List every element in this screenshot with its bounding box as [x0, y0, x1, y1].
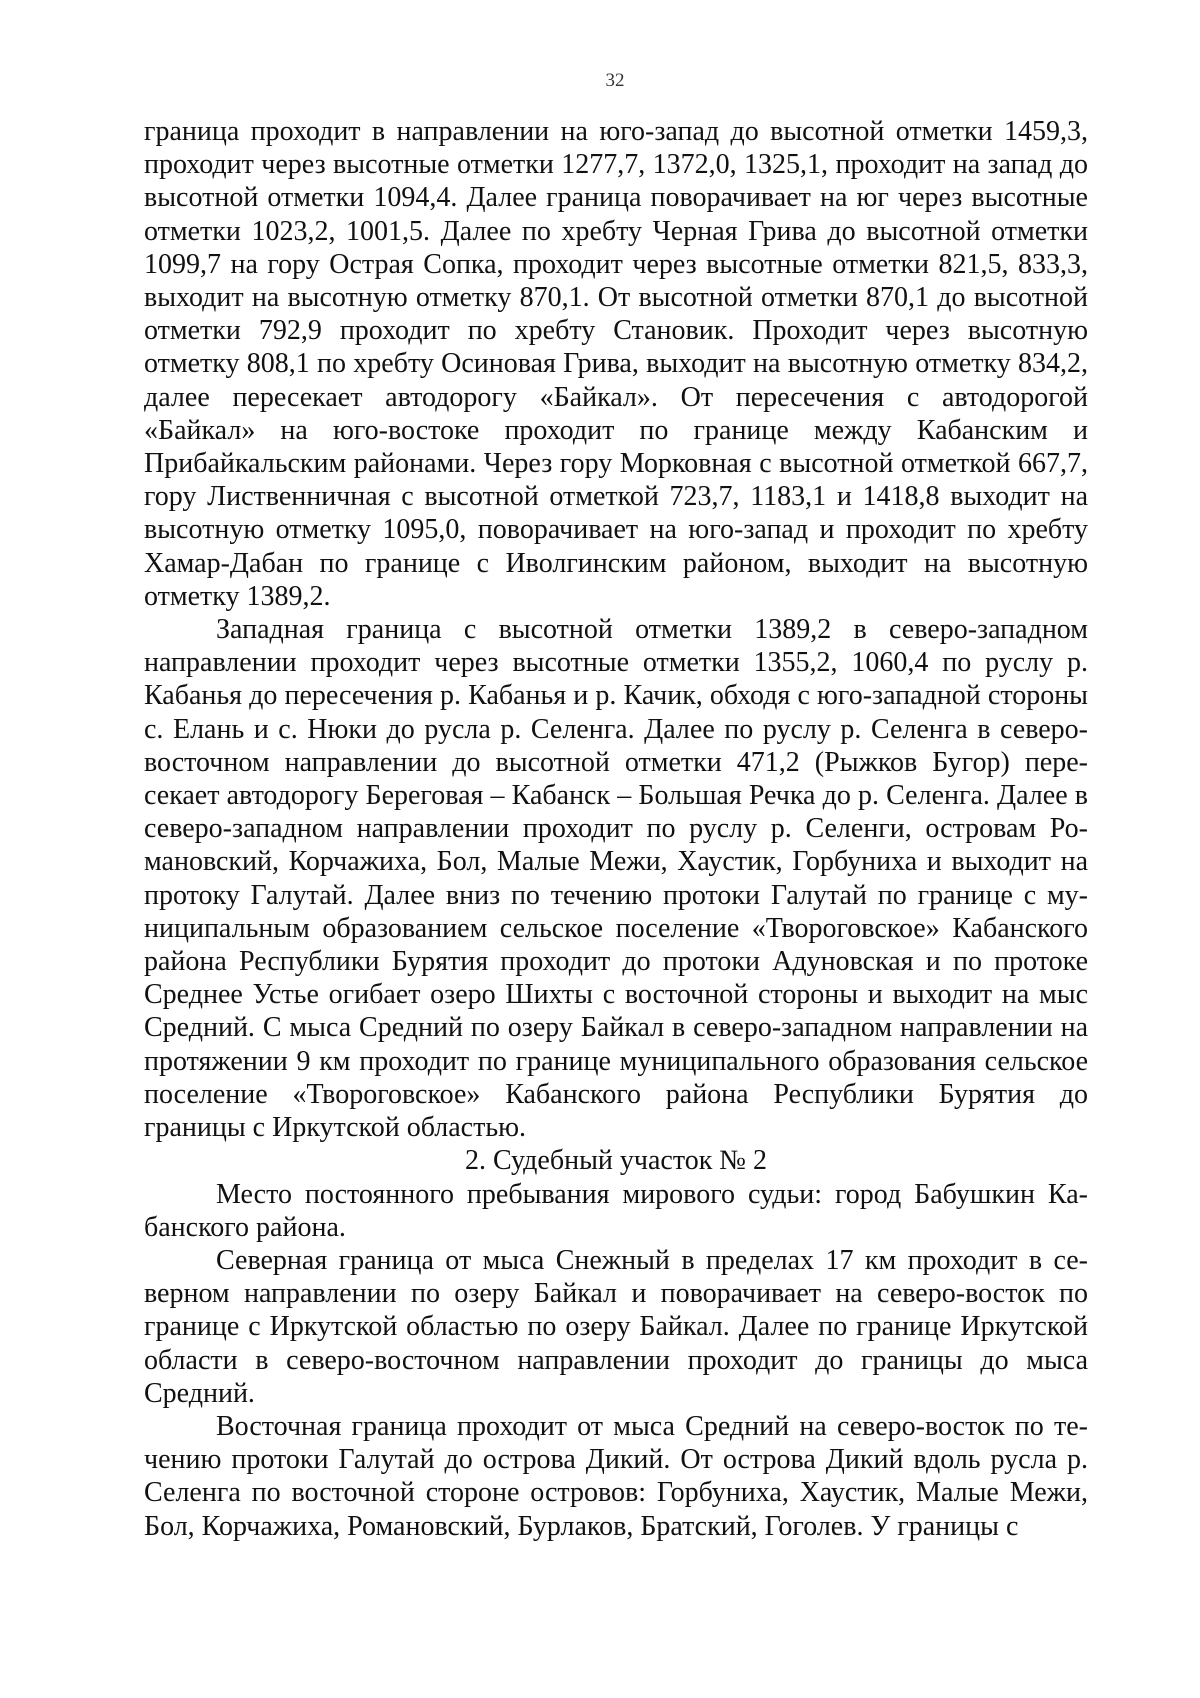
page-number: 32	[605, 70, 625, 91]
paragraph-northern-border: Северная граница от мыса Снежный в пределах 17 км проходит в северном направлении по озеру Байкал и поворачивает на северо-восток по границе с Иркутской областью по озеру Байкал. Далее по границе Иркутской области в северо-восточном направлении проходит до границы до мыса Средний.	[144, 1244, 1088, 1409]
paragraph-continuation: граница проходит в направлении на юго-запад до высотной отметки 1459,3, проходит через высотные отметки 1277,7, 1372,0, 1325,1, проходит на запад до высотной отметки 1094,4. Далее граница поворачивает на юг через высотные отметки 1023,2, 1001,5. Далее по хребту Черная Грива до высотной отметки 1099,7 на гору Острая Сопка, проходит через высотные отметки 821,5, 833,3, выходит на высотную отметку 870,1. От высотной отметки 870,1 до высотной отметки 792,9 проходит по хребту Становик. Проходит через высотную отметку 808,1 по хребту Осиновая Грива, выходит на высотную отметку 834,2, далее пересекает автодорогу «Байкал». От пересечения с автодорогой «Байкал» на юго-востоке проходит по границе между Кабанским и Прибайкальским районами. Через гору Морковная с высотной отметкой 667,7, гору Лиственничная с высотной отметкой 723,7, 1183,1 и 1418,8 выходит на высотную отметку 1095,0, поворачивает на юго-запад и проходит по хребту Хамар-Дабан по границе с Иволгинским районом, выходит на высотную отметку 1389,2.	[144, 116, 1088, 612]
document-body	[144, 115, 1088, 1543]
paragraph-eastern-border: Восточная граница проходит от мыса Средний на северо-восток по течению протоки Галутай до острова Дикий. От острова Дикий вдоль русла р. Селенга по восточной стороне островов: Горбуниха, Хаустик, Малые Межи, Бол, Корчажиха, Романовский, Бурлаков, Братский, Гоголев. У границы с	[144, 1410, 1088, 1542]
paragraph-western-border: Западная граница с высотной отметки 1389,2 в северо-западном направлении проходит через высотные отметки 1355,2, 1060,4 по руслу р. Кабанья до пересечения р. Кабанья и р. Качик, обходя с юго-западной стороны с. Елань и с. Нюки до русла р. Селенга. Далее по руслу р. Селенга в северо-восточном направлении до высотной отметки 471,2 (Рыжков Бугор) пересекает автодорогу Береговая – Кабанск – Большая Речка до р. Селенга. Далее в северо-западном направлении проходит по руслу р. Селенги, островам Романовский, Корчажиха, Бол, Малые Межи, Хаустик, Горбуниха и выходит на протоку Галутай. Далее вниз по течению протоки Галутай по границе с муниципальным образованием сельское поселение «Твороговское» Кабанского района Республики Бурятия проходит до протоки Адуновская и по протоке Среднее Устье огибает озеро Шихты с восточной стороны и выходит на мыс Средний. С мыса Средний по озеру Байкал в северо-западном направлении на протяжении 9 км проходит по границе муниципального образования сельское поселение «Твороговское» Кабанского района Республики Бурятия до границы с Иркутской областью.	[144, 614, 1088, 1144]
section-heading: 2. Судебный участок № 2	[464, 1145, 768, 1177]
paragraph-judge-residence: Место постоянного пребывания мирового судьи: город Бабушкин Кабанского района.	[144, 1178, 1088, 1243]
